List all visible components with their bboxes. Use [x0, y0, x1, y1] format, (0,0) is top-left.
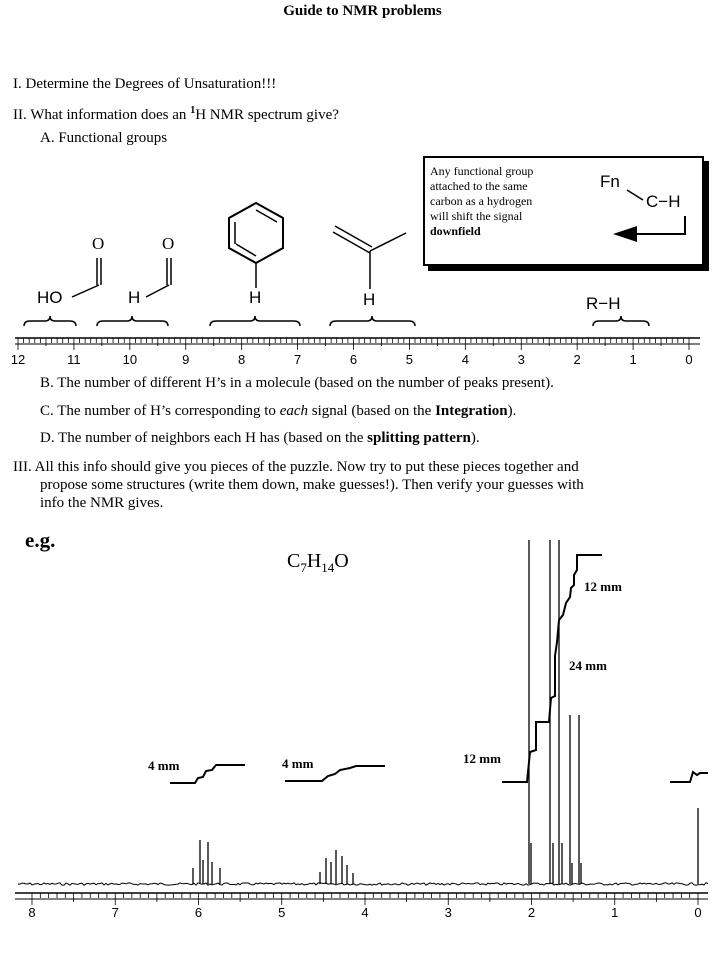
alkyl-rh-label: R−H	[586, 294, 621, 313]
top-axis-tick-label: 1	[629, 352, 637, 367]
bottom-axis-tick-label: 6	[194, 905, 203, 920]
section-2: II. What information does an $^1$H NMR spectrum give?	[13, 105, 339, 123]
top-axis-tick-label: 11	[67, 352, 81, 367]
callout-fn: Fn	[600, 172, 620, 191]
bottom-axis-tick-label: 1	[611, 905, 619, 920]
callout-ch: C−H	[646, 192, 681, 211]
section-2c: C. The number of H’s corresponding to each signal (based on the Integration).	[40, 403, 517, 419]
section-3-line-2: propose some structures (write them down, make guesses!). Then verify your guesses with	[40, 477, 584, 493]
aromatic-h-label: H	[249, 288, 262, 307]
integral-label-3: 12 mm	[463, 751, 501, 766]
top-axis-tick-label: 2	[573, 352, 581, 367]
integral-label-4: 12 mm	[584, 579, 622, 594]
top-axis-tick-label: 0	[685, 352, 693, 367]
section-3-line-1: III. All this info should give you pieces of the puzzle. Now try to put these pieces together and	[13, 459, 579, 475]
section-1: I. Determine the Degrees of Unsaturation!!!	[13, 76, 277, 92]
top-axis-tick-label: 10	[122, 352, 138, 367]
bottom-axis-tick-label: 7	[111, 905, 119, 920]
example-label: e.g.	[25, 528, 56, 552]
integral-label-2: 4 mm	[282, 756, 314, 771]
aldehyde-h-label: H	[128, 288, 141, 307]
aldehyde-o-label: O	[162, 234, 175, 253]
bottom-axis-tick-label: 0	[694, 905, 702, 920]
molecular-formula: $C_7H_{14}O$	[287, 550, 349, 575]
bottom-axis-tick-label: 2	[527, 905, 536, 920]
integral-label-1: 4 mm	[148, 758, 180, 773]
bottom-axis-tick-label: 3	[444, 905, 452, 920]
section-2a: A. Functional groups	[40, 130, 168, 146]
vinyl-h-label: H	[363, 290, 376, 309]
bottom-axis-tick-label: 8	[28, 905, 36, 920]
bottom-axis-tick-label: 4	[361, 905, 369, 920]
top-axis-tick-label: 3	[517, 352, 525, 367]
callout-text: Any functional group attached to the same carbon as a hydrogen will shift the signal downfield	[430, 164, 534, 238]
top-axis-tick-label: 12	[10, 352, 26, 367]
bottom-ppm-axis	[15, 893, 708, 905]
spectrum-peaks	[193, 540, 698, 884]
integral-label-5: 24 mm	[569, 658, 607, 673]
section-2d: D. The number of neighbors each H has (based on the splitting pattern).	[40, 430, 480, 446]
section-3-line-3: info the NMR gives.	[40, 495, 164, 511]
acid-ho-label: HO	[37, 288, 63, 307]
section-2b: B. The number of different H’s in a molecule (based on the number of peaks present).	[40, 375, 554, 391]
top-axis-tick-label: 5	[405, 352, 414, 367]
page-title: Guide to NMR problems	[283, 3, 442, 19]
spectrum-baseline	[18, 883, 708, 885]
bottom-axis-tick-label: 5	[278, 905, 286, 920]
acid-o-label: O	[92, 234, 105, 253]
top-axis-tick-label: 6	[349, 352, 358, 367]
integral-traces	[170, 555, 708, 783]
top-axis-tick-label: 9	[182, 352, 190, 367]
top-axis-tick-label: 7	[293, 352, 302, 367]
top-axis-tick-label: 8	[238, 352, 246, 367]
top-axis-tick-label: 4	[461, 352, 469, 367]
